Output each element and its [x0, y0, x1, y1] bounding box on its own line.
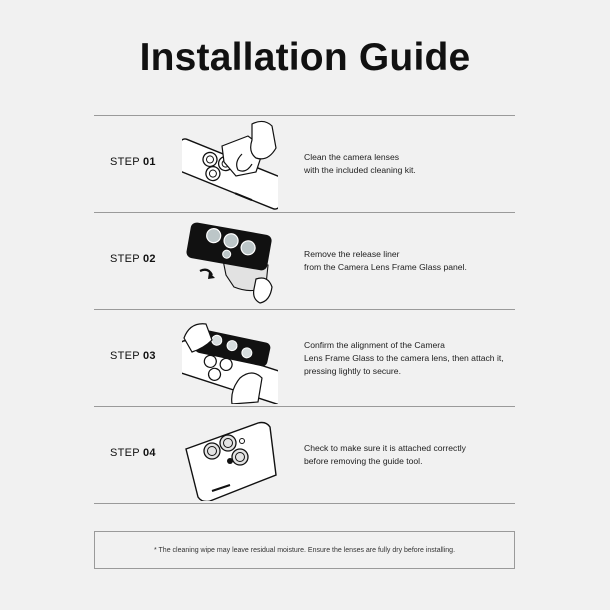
step-number: 02: [142, 253, 156, 265]
footnote-text: * The cleaning wipe may leave residual moisture. Ensure the lenses are fully dry before installing.: [153, 546, 456, 554]
step-word: STEP: [110, 447, 140, 459]
step-word: STEP: [110, 350, 140, 362]
step-description: [304, 213, 509, 309]
step-number: 04: [142, 447, 156, 459]
step-02: [94, 213, 515, 309]
step-number: 03: [142, 350, 156, 362]
footnote-box: [94, 531, 515, 569]
description-line: from the Camera Lens Frame Glass panel.: [304, 262, 467, 272]
step-word: STEP: [110, 253, 140, 265]
release-liner-illustration: [182, 215, 278, 307]
description-line: Check to make sure it is attached correctly: [304, 443, 466, 453]
step-description: [304, 116, 509, 212]
step-description: [304, 407, 509, 503]
attach-frame-illustration: [182, 312, 278, 404]
attached-lens-illustration: [182, 409, 278, 501]
step-04: [94, 407, 515, 503]
step-03: [94, 310, 515, 406]
description-line: Remove the release liner: [304, 249, 400, 259]
description-line: pressing lightly to secure.: [304, 365, 401, 376]
step-01: [94, 116, 515, 212]
step-number: 01: [142, 156, 156, 168]
divider: [94, 503, 515, 504]
cleaning-wipe-illustration: [182, 118, 278, 210]
step-label: [110, 350, 156, 362]
description-line: Clean the camera lenses: [304, 152, 400, 162]
step-label: [110, 447, 156, 459]
description-line: Lens Frame Glass to the camera lens, then attach it,: [304, 352, 504, 363]
description-line: Confirm the alignment of the Camera: [304, 339, 445, 350]
page-title: Installation Guide: [139, 36, 471, 79]
step-label: [110, 156, 156, 168]
step-word: STEP: [110, 156, 140, 168]
step-description: [304, 310, 509, 406]
description-line: with the included cleaning kit.: [304, 165, 416, 175]
step-label: [110, 253, 156, 265]
description-line: before removing the guide tool.: [304, 456, 423, 466]
